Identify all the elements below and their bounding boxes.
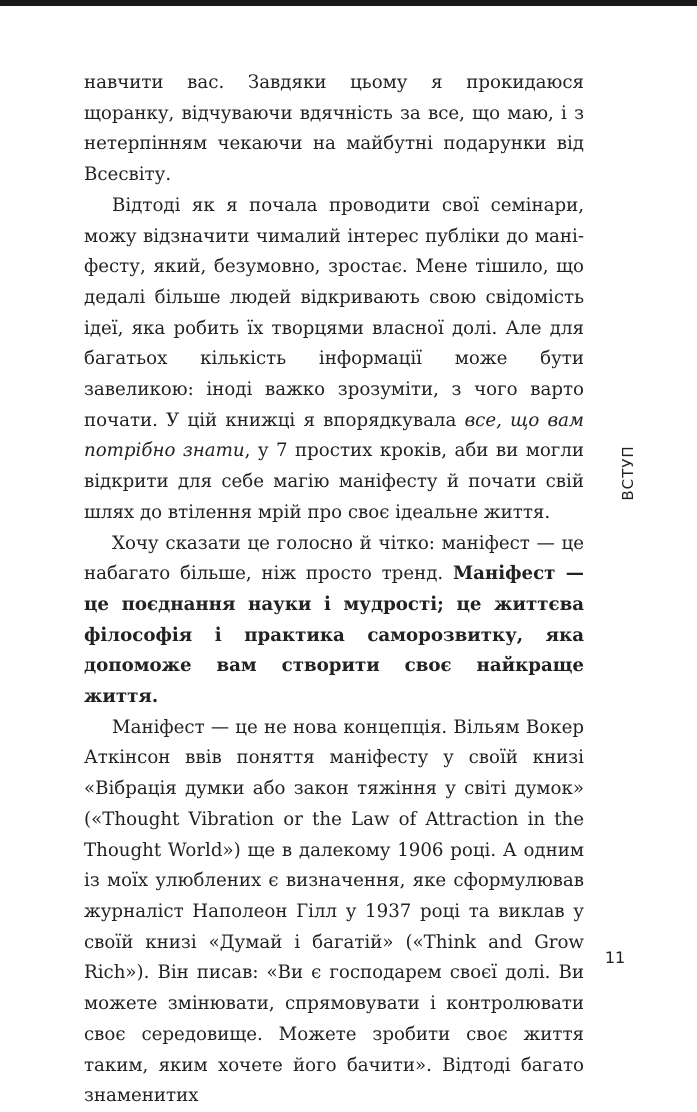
text-run: Хочу сказати це голосно й чітко: маніфест — це набагато більше, ніж просто тренд. xyxy=(84,532,584,585)
paragraph-2 xyxy=(84,191,584,529)
top-border xyxy=(0,0,697,6)
text-run: навчити вас. Завдяки цьому я прокидаюся щоранку, відчуваючи вдячність за все, що маю, і з нетерпінням чекаючи на майбутні подарунки від Всесвіту. xyxy=(84,72,584,186)
paragraph-4 xyxy=(84,713,584,1112)
text-run: , у 7 простих кроків, аби ви могли відкрити для себе магію маніфесту й почати свій шлях до втілення мрій про своє ідеальне життя. xyxy=(84,440,584,523)
italic-text-run: все, що вам потрібно знати xyxy=(84,409,584,462)
text-run: Відтоді як я почала проводити свої семінари, можу відзначити чималий інтерес публіки до маніфесту, який, безумовно, зростає. Мене тішило, що дедалі більше людей відкривають свою свідомість ідеї, яка робить їх творцями власної долі. Але для багатьох кількість інформації може бути завеликою: іноді важко зрозуміти, з чого варто почати. У цій книжці я впорядкувала xyxy=(84,194,584,431)
running-head: ВСТУП xyxy=(619,445,637,501)
paragraph-1 xyxy=(84,68,584,191)
page-number: 11 xyxy=(604,948,626,967)
text-run: Маніфест — це не нова концепція. Вільям Вокер Аткінсон ввів поняття маніфесту у своїй книзі «Вібрація думки або закон тяжіння у світі думок» («Thought Vibration or the Law of Attraction in the Thought World») ще в далекому 1906 році. А одним із моїх улюблених є визначення, яке сформулював журналіст Наполеон Гілл у 1937 році та виклав у своїй книзі «Думай і багатій» («Think and Grow Rich»). Він писав: «Ви є господарем своєї долі. Ви можете змінювати, спрямовувати і контролювати своє середовище. Можете зробити своє життя таким, яким хочете його бачити». Відтоді багато знаменитих xyxy=(84,716,584,1107)
page-body-text xyxy=(84,68,584,1112)
bold-text-run: Маніфест — це поєднання науки і мудрості; це життєва філософія і практика саморозвитку, яка допоможе вам створити своє найкраще життя. xyxy=(84,563,584,708)
paragraph-3 xyxy=(84,529,584,713)
